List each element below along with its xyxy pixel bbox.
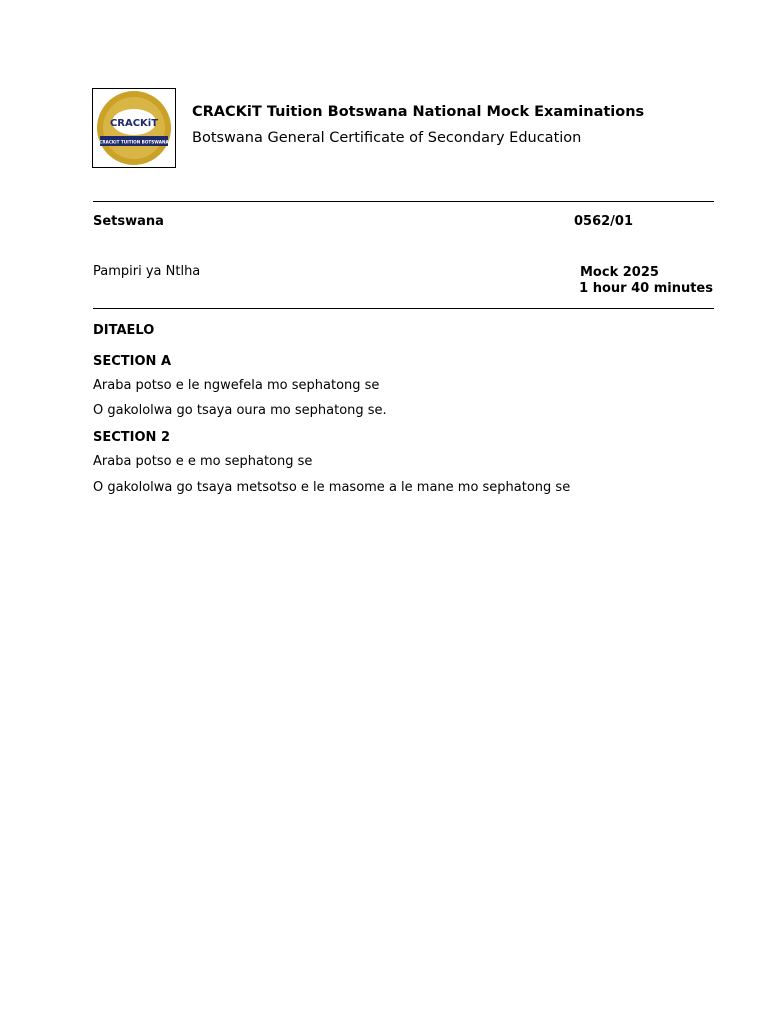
paper-code: 0562/01: [574, 214, 634, 229]
section-a-line-2: O gakololwa go tsaya oura mo sephatong se.: [93, 403, 387, 418]
logo-banner-text: CRACKiT TUITION BOTSWANA: [99, 139, 169, 145]
divider-top: [93, 201, 714, 202]
section-2-line-1: Araba potso e e mo sephatong se: [93, 454, 313, 469]
crackit-logo: [92, 88, 176, 168]
exam-session: Mock 2025: [580, 265, 659, 280]
divider-bottom: [93, 308, 714, 309]
subject-name: Setswana: [93, 214, 164, 229]
logo-emblem-icon: [94, 90, 174, 166]
page-title: CRACKiT Tuition Botswana National Mock Examinations: [192, 104, 645, 120]
logo-text: CRACKiT: [109, 118, 159, 129]
instructions-heading: DITAELO: [93, 323, 155, 338]
section-a-title: SECTION A: [93, 354, 172, 369]
section-2-title: SECTION 2: [93, 430, 170, 445]
page-subtitle: Botswana General Certificate of Secondary Education: [192, 130, 582, 146]
section-2-line-2: O gakololwa go tsaya metsotso e le masome a le mane mo sephatong se: [93, 480, 571, 495]
exam-duration: 1 hour 40 minutes: [579, 281, 713, 296]
section-a-line-1: Araba potso e le ngwefela mo sephatong se: [93, 378, 380, 393]
paper-name: Pampiri ya Ntlha: [93, 264, 201, 279]
